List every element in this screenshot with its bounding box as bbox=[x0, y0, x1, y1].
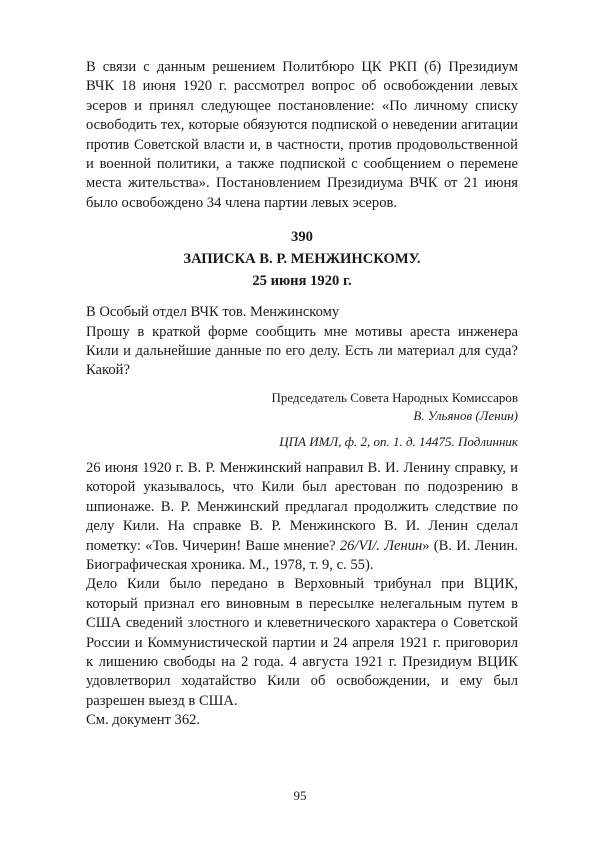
document-body: Прошу в краткой форме сообщить мне мотивы ареста инженера Кили и дальнейшие данные по его делу. Есть ли материал для суда? Какой? bbox=[86, 323, 518, 379]
page-number: 95 bbox=[293, 788, 307, 803]
commentary-paragraph-1 bbox=[86, 459, 518, 575]
intro-paragraph bbox=[86, 58, 518, 213]
page-body bbox=[86, 58, 518, 731]
archive-reference: ЦПА ИМЛ, ф. 2, оп. 1. д. 14475. Подлинник bbox=[279, 433, 518, 449]
document-addressee: В Особый отдел ВЧК тов. Менжинскому bbox=[86, 304, 340, 321]
commentary-paragraph-3: См. документ 362. bbox=[86, 712, 201, 729]
commentary-p1-start: 26 июня 1920 г. В. Р. Менжинский направил В. И. Ленину справку, и которой указывалось, что Кили был арестован по подозрению в шпионаже. В. Р. Менжинский предлагал продолжить следствие по делу Кили. На справке В. Р. Менжинского В. И. Ленин сделал пометку: «Тов. Чичерин! Ваше мнение? bbox=[86, 459, 518, 554]
document-title: ЗАПИСКА В. Р. МЕНЖИНСКОМУ. bbox=[183, 251, 421, 268]
intro-text: В связи с данным решением Политбюро ЦК РКП (б) Президиум ВЧК 18 июня 1920 г. рассмотрел вопрос об освобождении левых эсеров и принял следующее постановление: «По личному списку освободить тех, которые обязуются подпиской о неведении агитации против Советской власти и, в частности, против продовольственной и военной политики, а также подпиской с сообщением о перемене места жительства». Постановлением Президиума ВЧК от 21 июня было освобождено 34 члена партии левых эсеров. bbox=[86, 59, 518, 211]
signature-title: Председатель Совета Народных Комиссаров bbox=[271, 389, 518, 405]
commentary-p1-end: » (В. И. Ленин. Биографическая хроника. М., 1978, т. 9, с. 55). bbox=[86, 537, 518, 573]
signature-name: В. Ульянов (Ленин) bbox=[413, 407, 518, 423]
commentary-paragraph-2: Дело Кили было передано в Верховный трибунал при ВЦИК, который признал его виновным в пересылке нелегальным путем в США сведений злостного и клеветнического характера о Советской России и Коммунистической партии и 24 апреля 1921 г. приговорил к лишению свободы на 2 года. 4 августа 1921 г. Президиум ВЦИК удовлетворил ходатайство Кили об освобождении, и ему был разрешен выезд в США. bbox=[86, 576, 518, 709]
commentary-p1-italic: 26/VI/. Ленин bbox=[339, 537, 423, 554]
document-date: 25 июня 1920 г. bbox=[252, 273, 352, 290]
document-number: 390 bbox=[291, 229, 313, 246]
